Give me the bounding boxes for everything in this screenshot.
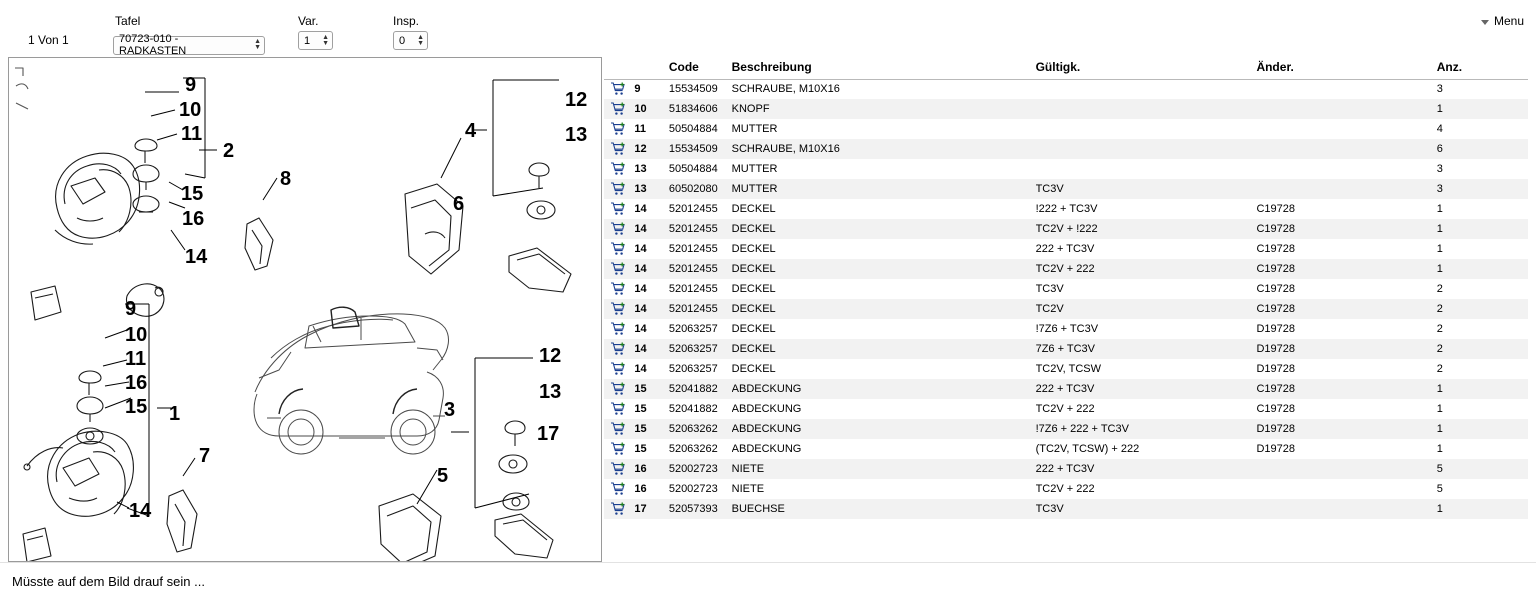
cell-code: 52041882 (668, 403, 718, 415)
cell-validity: TC2V + 222 (1036, 259, 1257, 279)
cell-code: 15534509 (668, 83, 718, 96)
cell-description: SCHRAUBE, M10X16 (732, 139, 1036, 159)
cell-description: ABDECKUNG (731, 403, 802, 415)
svg-text:15: 15 (125, 396, 148, 418)
tafel-select-value: 70723-010 - RADKASTEN (119, 33, 187, 57)
cell-code: 15534509 (669, 139, 732, 159)
chevron-updown-icon: ▲ ▼ (417, 33, 424, 47)
cell-validity: !222 + TC3V (1035, 203, 1098, 215)
add-to-cart-button[interactable] (604, 179, 634, 199)
add-to-cart-button[interactable] (604, 439, 634, 459)
top-toolbar (0, 0, 1536, 55)
cell-validity (1036, 119, 1257, 139)
add-to-cart-button[interactable] (604, 119, 634, 139)
cell-description: ABDECKUNG (732, 419, 1036, 439)
cell-position: 9 (634, 83, 641, 96)
cell-change: C19728 (1256, 379, 1436, 399)
cell-change: C19728 (1256, 243, 1295, 255)
parts-table (604, 57, 1528, 519)
add-to-cart-button[interactable] (604, 299, 634, 319)
table-header-row (604, 57, 1528, 79)
svg-text:6: 6 (453, 193, 465, 215)
table-row[interactable] (604, 179, 1528, 199)
table-row[interactable] (604, 399, 1528, 419)
add-to-cart-icon (604, 482, 634, 496)
var-select-value: 1 (304, 34, 311, 47)
insp-label: Insp. (393, 14, 420, 28)
cell-validity (1036, 79, 1257, 99)
svg-text:11: 11 (125, 348, 147, 370)
cell-description: MUTTER (731, 163, 778, 175)
cell-code: 60502080 (669, 179, 732, 199)
table-row[interactable] (604, 159, 1528, 179)
cell-code: 52063257 (668, 323, 718, 335)
cell-position: 15 (634, 419, 668, 439)
insp-group (393, 14, 428, 50)
table-row[interactable] (604, 99, 1528, 119)
cell-change: C19728 (1256, 283, 1295, 295)
cell-validity (1036, 159, 1257, 179)
add-to-cart-button[interactable] (604, 79, 634, 99)
cell-position: 14 (634, 203, 647, 215)
svg-text:9: 9 (125, 298, 137, 320)
svg-text:12: 12 (539, 345, 562, 367)
cell-quantity: 5 (1436, 483, 1443, 495)
add-to-cart-button[interactable] (604, 239, 634, 259)
table-row[interactable] (604, 79, 1528, 99)
cell-description: SCHRAUBE, M10X16 (731, 83, 840, 96)
cell-position: 15 (634, 379, 668, 399)
add-to-cart-button[interactable] (604, 319, 634, 339)
cell-quantity: 1 (1436, 403, 1443, 415)
table-row[interactable] (604, 139, 1528, 159)
cell-change (1256, 159, 1436, 179)
cell-validity: !7Z6 + TC3V (1035, 323, 1099, 335)
cell-code: 50504884 (668, 123, 718, 135)
add-to-cart-icon (604, 202, 634, 216)
add-to-cart-icon (604, 242, 634, 256)
cell-validity (1036, 139, 1257, 159)
var-select[interactable] (298, 31, 333, 50)
table-row[interactable] (604, 239, 1528, 259)
cell-quantity: 2 (1436, 363, 1443, 375)
cell-validity: 222 + TC3V (1036, 459, 1257, 479)
svg-text:13: 13 (565, 124, 588, 146)
cell-change: D19728 (1256, 419, 1436, 439)
svg-text:14: 14 (185, 246, 208, 268)
parts-table-container[interactable] (604, 57, 1528, 536)
svg-text:13: 13 (539, 381, 562, 403)
cell-position: 16 (634, 459, 668, 479)
cell-change: C19728 (1256, 259, 1436, 279)
cell-position: 15 (634, 443, 647, 455)
cell-position: 17 (634, 499, 668, 519)
cell-position: 14 (634, 323, 647, 335)
svg-text:11: 11 (181, 123, 203, 145)
table-row[interactable] (604, 479, 1528, 499)
svg-text:1: 1 (169, 403, 181, 425)
cell-validity: TC3V (1035, 283, 1064, 295)
table-row[interactable] (604, 359, 1528, 379)
table-row[interactable] (604, 459, 1528, 479)
table-row[interactable] (604, 499, 1528, 519)
cell-validity: TC2V (1036, 299, 1257, 319)
cell-position: 10 (634, 99, 668, 119)
chevron-updown-icon: ▲ ▼ (254, 38, 261, 51)
cell-quantity: 1 (1437, 259, 1528, 279)
table-row[interactable] (604, 279, 1528, 299)
add-to-cart-button[interactable] (604, 219, 634, 239)
cell-quantity: 1 (1437, 99, 1528, 119)
svg-text:15: 15 (181, 183, 204, 205)
col-header-change[interactable]: Änder. (1256, 57, 1436, 79)
col-header-icon (604, 57, 634, 79)
table-row[interactable] (604, 259, 1528, 279)
add-to-cart-button[interactable] (604, 99, 634, 119)
cell-code: 52063257 (669, 339, 732, 359)
cell-code: 52012455 (668, 203, 718, 215)
cell-description: NIETE (731, 483, 765, 495)
cell-description: DECKEL (732, 219, 1036, 239)
add-to-cart-icon (604, 382, 634, 396)
cell-description: DECKEL (731, 363, 776, 375)
add-to-cart-icon (604, 502, 634, 516)
cell-quantity: 1 (1437, 379, 1528, 399)
col-header-pos (634, 57, 668, 79)
cell-description: DECKEL (731, 203, 776, 215)
svg-text:7: 7 (199, 445, 211, 467)
cell-change (1256, 119, 1436, 139)
cell-validity: TC2V, TCSW (1035, 363, 1101, 375)
svg-text:16: 16 (182, 208, 205, 230)
parts-diagram[interactable] (9, 58, 601, 561)
cell-position: 12 (634, 139, 668, 159)
table-row[interactable] (604, 299, 1528, 319)
chevron-updown-icon: ▲ ▼ (322, 33, 329, 47)
cell-validity: TC2V + 222 (1035, 403, 1095, 415)
cell-change: D19728 (1256, 323, 1295, 335)
table-row[interactable] (604, 439, 1528, 459)
panel-divider (0, 562, 1536, 563)
cell-code: 52063257 (668, 363, 718, 375)
cell-code: 52002723 (668, 483, 718, 495)
cell-change (1256, 79, 1436, 99)
add-to-cart-button[interactable] (604, 359, 634, 379)
cell-description: ABDECKUNG (732, 379, 1036, 399)
cell-description: DECKEL (731, 323, 776, 335)
add-to-cart-icon (604, 82, 634, 96)
svg-text:4: 4 (465, 120, 477, 142)
cell-position: 14 (634, 243, 647, 255)
cell-validity: TC3V (1036, 499, 1257, 519)
cell-validity (1036, 99, 1257, 119)
cell-quantity: 3 (1436, 163, 1443, 175)
table-row[interactable] (604, 119, 1528, 139)
cell-quantity: 1 (1437, 499, 1528, 519)
add-to-cart-icon (604, 222, 634, 236)
cell-description: MUTTER (732, 179, 1036, 199)
add-to-cart-icon (604, 182, 634, 196)
cell-change: D19728 (1256, 443, 1295, 455)
cell-position: 14 (634, 219, 668, 239)
cell-validity: 222 + TC3V (1036, 379, 1257, 399)
col-header-quantity[interactable]: Anz. (1437, 57, 1528, 79)
cell-description: DECKEL (732, 339, 1036, 359)
cell-position: 13 (634, 179, 668, 199)
add-to-cart-button[interactable] (604, 279, 634, 299)
cell-change: C19728 (1256, 299, 1436, 319)
cell-quantity: 6 (1437, 139, 1528, 159)
cell-code: 52002723 (669, 459, 732, 479)
col-header-description[interactable]: Beschreibung (732, 57, 1036, 79)
cell-quantity: 1 (1437, 219, 1528, 239)
cell-change (1256, 99, 1436, 119)
cell-change: C19728 (1256, 203, 1295, 215)
cell-position: 15 (634, 403, 647, 415)
cell-validity: 222 + TC3V (1035, 243, 1095, 255)
cell-code: 52063262 (669, 419, 732, 439)
add-to-cart-button[interactable] (604, 199, 634, 219)
add-to-cart-button[interactable] (604, 459, 634, 479)
cell-quantity: 2 (1436, 323, 1443, 335)
svg-text:2: 2 (223, 140, 235, 162)
table-row[interactable] (604, 199, 1528, 219)
add-to-cart-icon (604, 402, 634, 416)
cell-quantity: 2 (1436, 283, 1443, 295)
add-to-cart-icon (604, 422, 634, 436)
cell-position: 14 (634, 299, 668, 319)
cell-validity: TC2V + !222 (1036, 219, 1257, 239)
cell-change (1256, 499, 1436, 519)
cell-position: 11 (634, 123, 647, 135)
cell-quantity: 2 (1437, 299, 1528, 319)
cell-code: 52057393 (669, 499, 732, 519)
chevron-down-icon (1481, 20, 1489, 25)
cell-validity: 7Z6 + TC3V (1036, 339, 1257, 359)
cell-position: 14 (634, 283, 647, 295)
add-to-cart-button[interactable] (604, 339, 634, 359)
cell-change (1256, 139, 1436, 159)
table-row[interactable] (604, 419, 1528, 439)
add-to-cart-button[interactable] (604, 379, 634, 399)
add-to-cart-button[interactable] (604, 159, 634, 179)
svg-text:17: 17 (537, 423, 560, 445)
cell-change: D19728 (1256, 363, 1295, 375)
cell-code: 52063262 (668, 443, 718, 455)
insp-select-value: 0 (399, 34, 406, 47)
svg-text:8: 8 (280, 168, 292, 190)
cell-description: BUECHSE (732, 499, 1036, 519)
add-to-cart-icon (604, 342, 634, 356)
add-to-cart-icon (604, 102, 634, 116)
add-to-cart-icon (604, 362, 634, 376)
tafel-label: Tafel (115, 14, 141, 28)
add-to-cart-icon (604, 142, 634, 156)
add-to-cart-button[interactable] (604, 479, 634, 499)
cell-code: 52012455 (668, 243, 718, 255)
cell-change (1256, 459, 1436, 479)
add-to-cart-button[interactable] (604, 419, 634, 439)
cell-code: 51834606 (669, 99, 732, 119)
cell-description: DECKEL (731, 283, 776, 295)
cell-validity: (TC2V, TCSW) + 222 (1035, 443, 1140, 455)
cell-change (1256, 479, 1436, 499)
cell-change: D19728 (1256, 339, 1436, 359)
parts-table-body (604, 79, 1528, 519)
illustration-panel[interactable] (8, 57, 602, 562)
menu-button[interactable] (1481, 14, 1524, 28)
cell-description: DECKEL (732, 299, 1036, 319)
cell-validity: !7Z6 + 222 + TC3V (1036, 419, 1257, 439)
var-label: Var. (298, 14, 319, 28)
cell-position: 16 (634, 483, 647, 495)
table-row[interactable] (604, 319, 1528, 339)
col-header-code[interactable]: Code (669, 57, 732, 79)
cell-quantity: 3 (1436, 83, 1443, 96)
cell-quantity: 1 (1436, 203, 1443, 215)
svg-text:9: 9 (185, 74, 197, 96)
cell-code: 52012455 (669, 299, 732, 319)
cell-quantity: 3 (1437, 179, 1528, 199)
svg-text:16: 16 (125, 372, 148, 394)
cell-quantity: 2 (1437, 339, 1528, 359)
add-to-cart-icon (604, 162, 634, 176)
add-to-cart-button[interactable] (604, 259, 634, 279)
tafel-select[interactable] (113, 33, 265, 57)
svg-text:10: 10 (125, 324, 148, 346)
add-to-cart-icon (604, 282, 634, 296)
add-to-cart-button[interactable] (604, 139, 634, 159)
cell-position: 14 (634, 339, 668, 359)
cell-quantity: 5 (1437, 459, 1528, 479)
add-to-cart-icon (604, 262, 634, 276)
add-to-cart-icon (604, 302, 634, 316)
cell-code: 52012455 (669, 219, 732, 239)
cell-description: DECKEL (732, 259, 1036, 279)
add-to-cart-icon (604, 462, 634, 476)
add-to-cart-button[interactable] (604, 399, 634, 419)
cell-description: ABDECKUNG (731, 443, 802, 455)
svg-text:10: 10 (179, 99, 202, 121)
cell-validity: TC3V (1036, 179, 1257, 199)
page-indicator: 1 Von 1 (28, 33, 69, 47)
cell-description: DECKEL (731, 243, 776, 255)
add-to-cart-icon (604, 442, 634, 456)
cell-change (1256, 179, 1436, 199)
table-row[interactable] (604, 339, 1528, 359)
table-row[interactable] (604, 219, 1528, 239)
cell-position: 13 (634, 163, 647, 175)
status-message: Müsste auf dem Bild drauf sein ... (12, 574, 205, 589)
cell-code: 52041882 (669, 379, 732, 399)
svg-text:14: 14 (129, 500, 152, 522)
col-header-validity[interactable]: Gültigk. (1036, 57, 1257, 79)
cell-quantity: 1 (1436, 243, 1443, 255)
var-group (298, 14, 333, 50)
status-bar (0, 566, 1536, 601)
menu-button-label: Menu (1493, 14, 1524, 28)
cell-description: NIETE (732, 459, 1036, 479)
cell-code: 52012455 (669, 259, 732, 279)
cell-code: 52012455 (668, 283, 718, 295)
cell-change: C19728 (1256, 219, 1436, 239)
cell-change: C19728 (1256, 403, 1295, 415)
cell-quantity: 4 (1436, 123, 1443, 135)
cell-description: KNOPF (732, 99, 1036, 119)
add-to-cart-icon (604, 122, 634, 136)
cell-description: MUTTER (731, 123, 778, 135)
cell-quantity: 1 (1436, 443, 1443, 455)
cell-validity: TC2V + 222 (1035, 483, 1095, 495)
cell-code: 50504884 (668, 163, 718, 175)
insp-select[interactable] (393, 31, 428, 50)
cell-quantity: 1 (1437, 419, 1528, 439)
add-to-cart-icon (604, 322, 634, 336)
cell-position: 14 (634, 259, 668, 279)
add-to-cart-button[interactable] (604, 499, 634, 519)
svg-text:3: 3 (444, 399, 456, 421)
svg-text:5: 5 (437, 465, 449, 487)
tafel-group (113, 14, 265, 55)
svg-text:12: 12 (565, 89, 588, 111)
cell-position: 14 (634, 363, 647, 375)
table-row[interactable] (604, 379, 1528, 399)
